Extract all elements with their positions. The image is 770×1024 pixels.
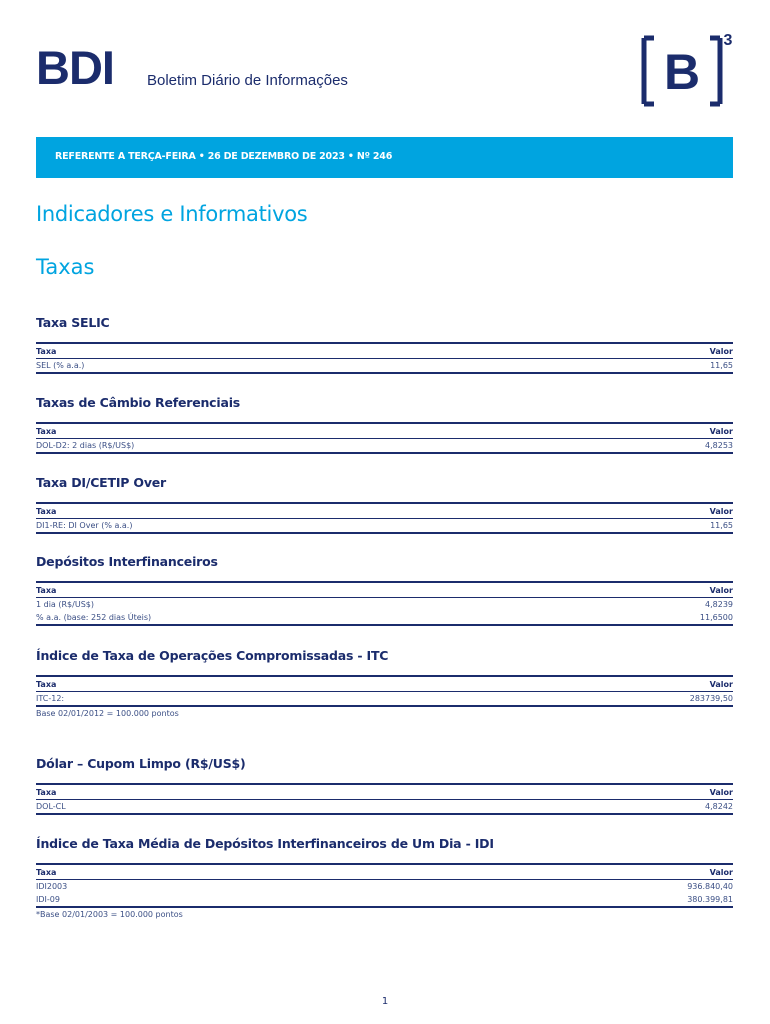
row-value: 11,6500 xyxy=(699,613,733,622)
col-valor-header: Valor xyxy=(709,506,733,516)
section-title: Taxas xyxy=(36,255,95,279)
row-label: 1 dia (R$/US$) xyxy=(36,600,94,609)
row-value: 11,65 xyxy=(710,361,733,370)
col-valor-header: Valor xyxy=(709,585,733,595)
table-title-dolar-cupom: Dólar – Cupom Limpo (R$/US$) xyxy=(36,756,246,771)
col-valor-header: Valor xyxy=(709,426,733,436)
col-taxa-header: Taxa xyxy=(36,867,57,877)
table-row xyxy=(36,893,733,908)
row-value: 11,65 xyxy=(710,521,733,530)
table-title-depositos: Depósitos Interfinanceiros xyxy=(36,554,218,569)
row-value: 936.840,40 xyxy=(687,882,733,891)
table-row xyxy=(36,611,733,626)
row-label: ITC-12: xyxy=(36,694,65,703)
row-label: IDI2003 xyxy=(36,882,68,891)
col-valor-header: Valor xyxy=(709,787,733,797)
col-taxa-header: Taxa xyxy=(36,679,57,689)
table-row xyxy=(36,359,733,374)
col-taxa-header: Taxa xyxy=(36,787,57,797)
page-title: Indicadores e Informativos xyxy=(36,202,308,226)
table-note-idi: *Base 02/01/2003 = 100.000 pontos xyxy=(36,910,183,919)
table-header xyxy=(36,675,733,692)
row-label: DOL-CL xyxy=(36,802,66,811)
table-header xyxy=(36,422,733,439)
table-cambio xyxy=(36,422,733,454)
row-label: SEL (% a.a.) xyxy=(36,361,85,370)
row-value: 283739,50 xyxy=(689,694,733,703)
table-row xyxy=(36,439,733,454)
table-header xyxy=(36,502,733,519)
table-title-cambio: Taxas de Câmbio Referenciais xyxy=(36,395,241,410)
bdi-logo: BDI xyxy=(36,41,114,94)
table-title-selic: Taxa SELIC xyxy=(36,315,110,330)
col-valor-header: Valor xyxy=(709,867,733,877)
table-note-itc: Base 02/01/2012 = 100.000 pontos xyxy=(36,709,179,718)
table-dolar-cupom xyxy=(36,783,733,815)
col-valor-header: Valor xyxy=(709,346,733,356)
row-label: DI1-RE: DI Over (% a.a.) xyxy=(36,521,133,530)
row-label: IDI-09 xyxy=(36,895,60,904)
table-row xyxy=(36,598,733,611)
bulletin-subtitle: Boletim Diário de Informações xyxy=(147,72,348,89)
table-row xyxy=(36,880,733,893)
page-number: 1 xyxy=(381,996,389,1007)
table-row xyxy=(36,692,733,707)
row-value: 4,8253 xyxy=(705,441,733,450)
b3-logo-exponent: 3 xyxy=(723,32,733,49)
table-header xyxy=(36,342,733,359)
col-taxa-header: Taxa xyxy=(36,506,57,516)
table-header xyxy=(36,863,733,880)
table-header xyxy=(36,783,733,800)
row-value: 4,8239 xyxy=(705,600,733,609)
col-taxa-header: Taxa xyxy=(36,585,57,595)
table-header xyxy=(36,581,733,598)
banner-text: REFERENTE A TERÇA-FEIRA • 26 DE DEZEMBRO DE 2023 • Nº 246 xyxy=(55,151,393,162)
table-depositos xyxy=(36,581,733,626)
table-title-di-cetip: Taxa DI/CETIP Over xyxy=(36,475,167,490)
table-di-cetip xyxy=(36,502,733,534)
b3-logo-icon xyxy=(640,30,734,110)
table-title-itc: Índice de Taxa de Operações Compromissadas - ITC xyxy=(36,648,389,663)
row-value: 380.399,81 xyxy=(687,895,733,904)
table-row xyxy=(36,519,733,534)
col-taxa-header: Taxa xyxy=(36,346,57,356)
col-taxa-header: Taxa xyxy=(36,426,57,436)
row-value: 4,8242 xyxy=(705,802,733,811)
table-selic xyxy=(36,342,733,374)
table-title-idi: Índice de Taxa Média de Depósitos Interfinanceiros de Um Dia - IDI xyxy=(36,836,494,851)
b3-logo-letter: B xyxy=(663,44,701,100)
table-idi xyxy=(36,863,733,908)
row-label: DOL-D2: 2 dias (R$/US$) xyxy=(36,441,135,450)
row-label: % a.a. (base: 252 dias Úteis) xyxy=(36,613,152,622)
table-row xyxy=(36,800,733,815)
table-itc xyxy=(36,675,733,707)
col-valor-header: Valor xyxy=(709,679,733,689)
reference-banner xyxy=(36,137,733,178)
